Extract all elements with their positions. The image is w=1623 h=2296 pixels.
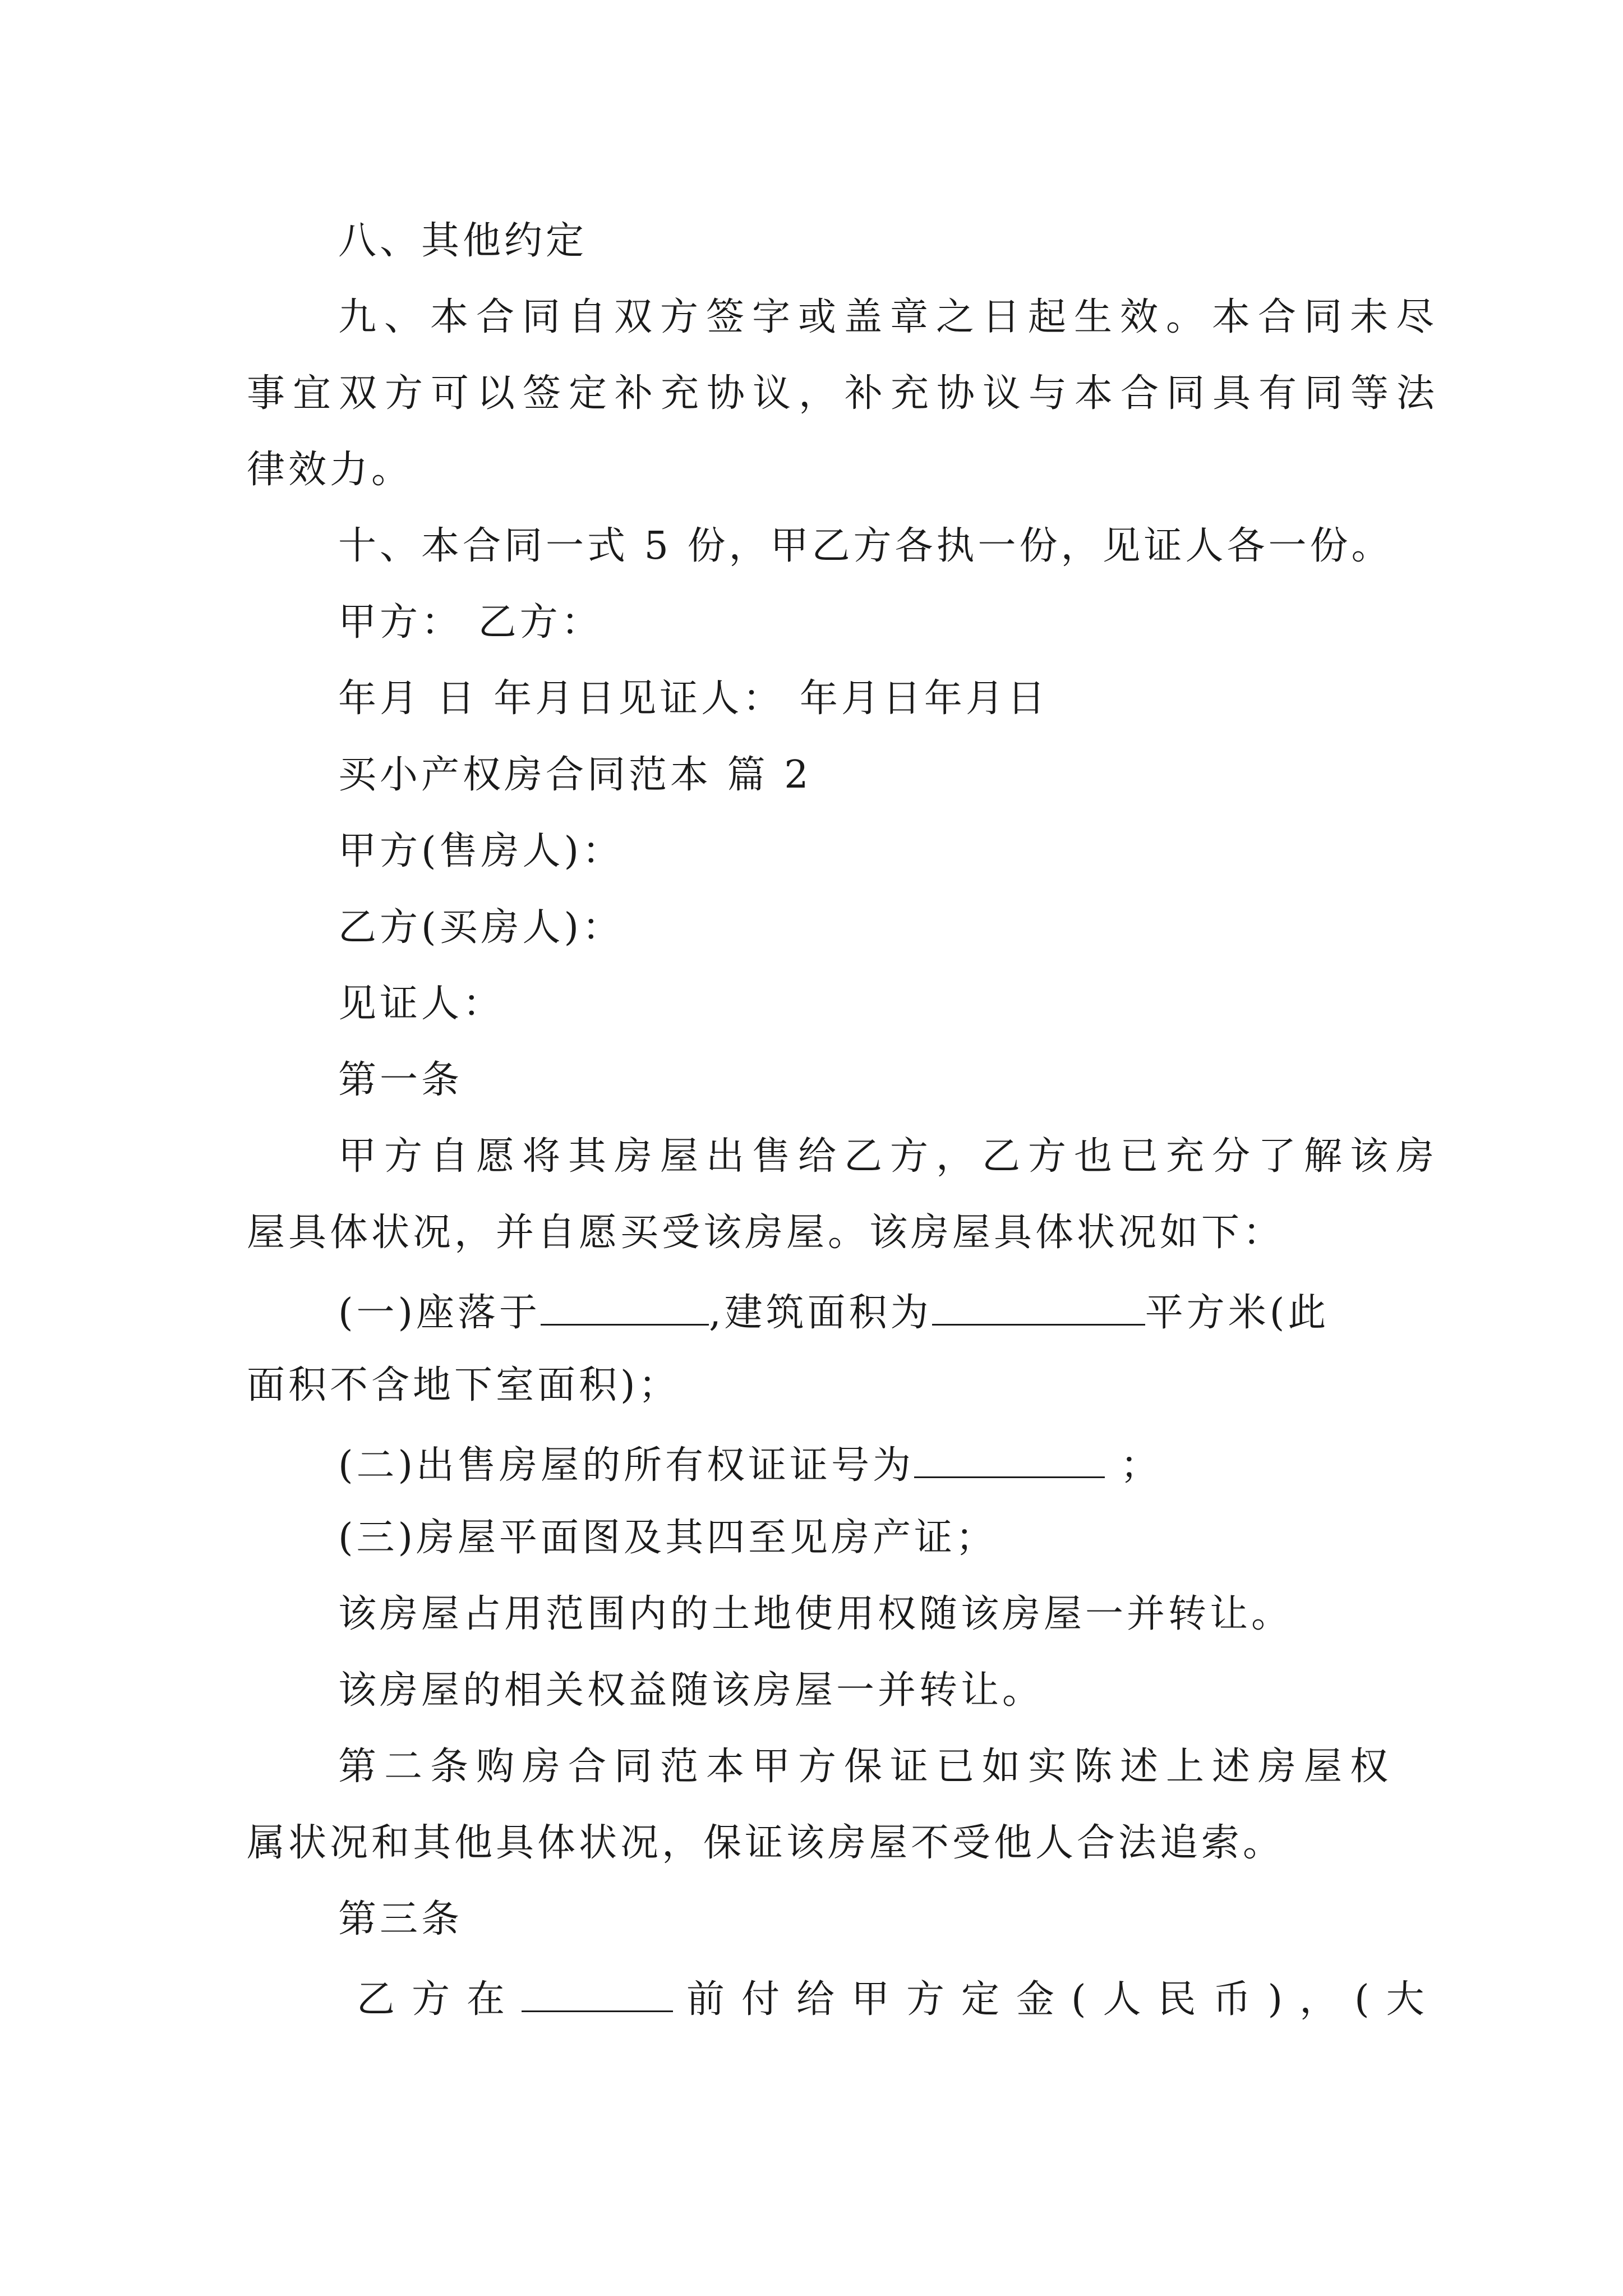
article-2-line-1: 第二条购房合同范本甲方保证已如实陈述上述房屋权	[338, 1745, 1396, 1789]
item-1-area-label: ,建筑面积为	[709, 1291, 932, 1335]
clause-8-heading: 八、其他约定	[338, 219, 588, 263]
area-blank	[932, 1290, 1145, 1326]
date-signature-line: 年月 日 年月日见证人： 年月日年月日	[338, 677, 1049, 721]
article-3-heading: 第三条	[338, 1897, 463, 1941]
item-1-unit-label: 平方米(此	[1145, 1291, 1330, 1335]
article-1-text-line-1: 甲方自愿将其房屋出售给乙方，乙方也已充分了解该房	[338, 1134, 1442, 1179]
clause-9-line-1: 九、本合同自双方签字或盖章之日起生效。本合同未尽	[338, 295, 1442, 339]
land-use-right-line: 该房屋占用范围内的土地使用权随该房屋一并转让。	[338, 1592, 1293, 1636]
party-b-buyer: 乙方(买房人)：	[338, 905, 624, 950]
article-1-heading: 第一条	[338, 1058, 463, 1102]
clause-10: 十、本合同一式 5 份，甲乙方各执一份，见证人各一份。	[338, 524, 1393, 568]
item-3-line: (三)房屋平面图及其四至见房产证；	[338, 1516, 998, 1560]
item-1-line	[338, 1290, 1330, 1335]
location-blank	[541, 1290, 709, 1326]
deposit-party-label: 乙方在	[357, 1977, 522, 2022]
certificate-number-blank	[914, 1443, 1105, 1478]
clause-9-line-3: 律效力。	[247, 448, 413, 492]
item-1-location-label: (一)座落于	[338, 1291, 541, 1335]
party-signature-line: 甲方： 乙方：	[338, 600, 603, 645]
item-2-certificate-label: (二)出售房屋的所有权证证号为	[338, 1443, 915, 1488]
article-3-text-line-1	[357, 1977, 1441, 2022]
article-1-text-line-2: 屋具体状况，并自愿买受该房屋。该房屋具体状况如下：	[247, 1211, 1285, 1255]
party-a-seller: 甲方(售房人)：	[338, 829, 624, 873]
article-2-line-2: 属状况和其他具体状况，保证该房屋不受他人合法追索。	[247, 1821, 1285, 1865]
item-2-end-punctuation: ；	[1105, 1443, 1162, 1488]
deposit-text: 前付给甲方定金(人民币)，(大	[686, 1977, 1441, 2022]
clause-9-line-2: 事宜双方可以签定补充协议，补充协议与本合同具有同等法	[247, 371, 1443, 416]
deposit-date-blank	[522, 1977, 673, 2012]
item-2-line	[338, 1443, 1162, 1488]
related-rights-line: 该房屋的相关权益随该房屋一并转让。	[338, 1668, 1044, 1713]
witness-label: 见证人：	[338, 982, 505, 1026]
section-title: 买小产权房合同范本 篇 2	[338, 753, 812, 797]
item-1-line-2: 面积不含地下室面积)；	[247, 1363, 680, 1407]
